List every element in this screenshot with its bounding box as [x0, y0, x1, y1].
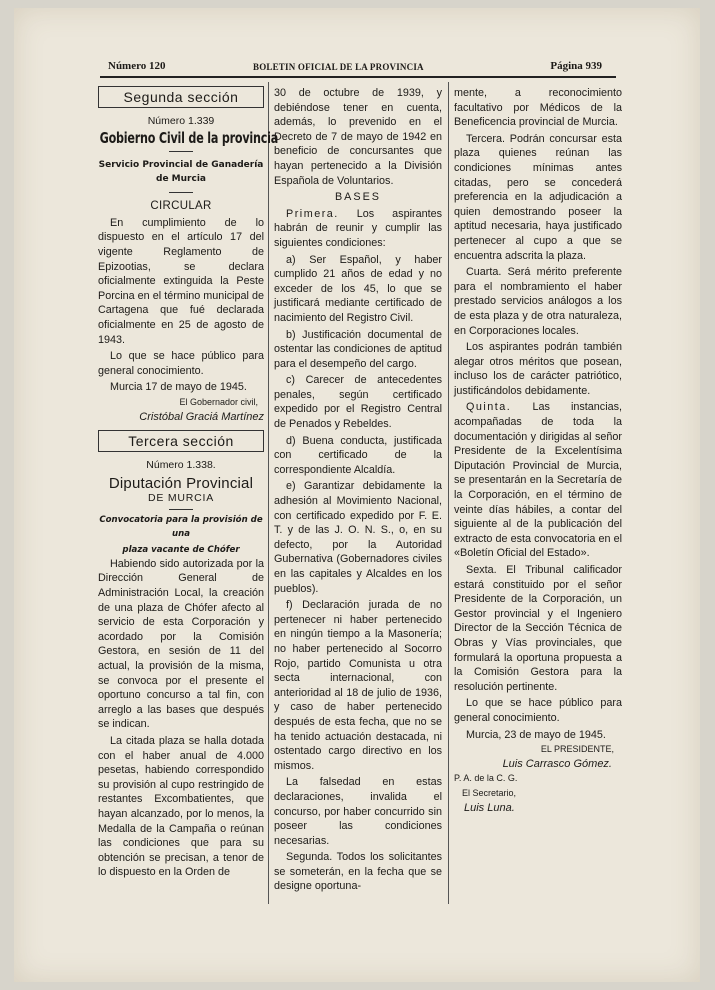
page-number: Página 939: [550, 60, 602, 72]
paragraph: La falsedad en estas declaraciones, invalida el concurso, por haber concurrido sin poseer las condiciones necesarias.: [274, 776, 442, 847]
paragraph: Lo que se hace público para general conocimiento.: [454, 697, 622, 724]
paragraph: En cumplimiento de lo dispuesto en el artículo 17 del vigente Reglamento de Epizootias, se declara oficialmente extinguida la Peste Porcina en el término municipal de Cartagena que fué declarada oficialmente en 25 de agosto de 1943.: [98, 216, 264, 346]
paragraph: f) Declaración jurada de no pertenecer ni haber pertenecido en ningún tiempo a la Masonería; no haber pertenecido al Socorro Rojo, partido Comunista u otra secta internacional, con anterioridad al 18 de julio de 1936, y caso de haber pertenecido después de esta fecha, que no se ha tenido actuación destacada, ni ostentado cargo directivo en los mismos.: [274, 599, 442, 772]
circular-heading: CIRCULAR: [150, 200, 212, 213]
column-divider: [268, 82, 269, 904]
paragraph: mente, a reconocimiento facultativo por Médicos de la Beneficencia provincial de Murcia.: [454, 87, 622, 129]
paragraph: Tercera. Podrán concursar esta plaza quienes reúnan las condiciones mínimas antes citadas, pero se concederá preferencia en la adjudicación a quien demostrando poseer la aptitud necesaria, haya justificado pertenecer al cupo a que se encuentra adscrita la plaza.: [454, 132, 622, 262]
bases-heading: BASES: [334, 191, 381, 204]
signatory-name: Cristóbal Graciá Martínez: [139, 410, 264, 423]
notice-title: Convocatoria para la provisión de una: [99, 514, 263, 539]
publication-title: BOLETIN OFICIAL DE LA PROVINCIA: [253, 62, 424, 72]
paragraph: Habiendo sido autorizada por la Dirección General de Administración Local, la creación de una plaza de Chófer afecto al servicio de esta Corporación y acordado por la Comisión Gestora, en sesión de 11 del actual, la provisión de la misma, se convoca por el presente el oportuno concurso a tal fin, con arreglo a las bases que después se indican.: [98, 557, 264, 731]
service-location: de Murcia: [156, 174, 206, 185]
column-divider: [448, 82, 449, 904]
paragraph: 30 de octubre de 1939, y debiéndose tener en cuenta, además, lo prevenido en el Decreto de 7 de mayo de 1942 en beneficio de concursantes que hayan pertenecido a la División Española de Voluntarios.: [274, 87, 442, 187]
signatory-role: El Secretario,: [462, 787, 517, 798]
signatory-name: Luis Carrasco Gómez.: [502, 757, 612, 770]
signatory-name: Luis Luna.: [464, 801, 515, 814]
clause-label: Quinta.: [466, 401, 512, 414]
clause-label: Segunda.: [286, 851, 333, 864]
divider: [169, 151, 193, 152]
announcement-number: Número 1.338.: [146, 459, 216, 472]
page-header: [108, 60, 602, 74]
date-line: Murcia, 23 de mayo de 1945.: [466, 728, 606, 741]
paragraph: c) Carecer de antecedentes penales, según certificado expedido por el Registro Central de Penados y Rebeldes.: [274, 374, 442, 431]
paragraph: [454, 400, 622, 561]
paragraph: a) Ser Español, y haber cumplido 21 años de edad y no exceder de los 45, lo que se justificará mediante certificado de nacimiento del Registro Civil.: [274, 253, 442, 324]
authority-title: Gobierno Civil de la provincia: [99, 128, 279, 147]
paragraph: Lo que se hace público para general conocimiento.: [98, 350, 264, 377]
section-heading: Segunda sección: [98, 86, 264, 108]
delegation-line: P. A. de la C. G.: [454, 773, 518, 784]
paragraph: Sexta. El Tribunal calificador estará constituido por el señor Presidente de la Corporación, un Gestor provincial y el Ingeniero Director de la Sección Técnica de Obras y Vías provinciales, que formulará la oportuna propuesta a la Comisión Gestora para la resolución pertinente.: [454, 564, 622, 693]
clause-label: Primera.: [286, 207, 339, 220]
divider: [169, 192, 193, 193]
issue-number: Número 120: [108, 60, 166, 72]
notice-title: plaza vacante de Chófer: [122, 544, 240, 555]
signatory-role: El Gobernador civil,: [179, 396, 258, 407]
header-rule: [100, 76, 616, 78]
column-3: [454, 86, 622, 815]
paragraph: Los aspirantes podrán también alegar otros méritos que posean, incluso los de carácter patriótico, justificándolos debidamente.: [454, 341, 622, 397]
signatory-role: EL PRESIDENTE,: [540, 744, 614, 755]
service-name: Servicio Provincial de Ganadería: [98, 160, 264, 171]
paragraph: [274, 850, 442, 894]
column-1: [98, 86, 279, 880]
clause-text: Todos los solicitantes se someterán, en la fecha que se designe oportuna-: [274, 851, 442, 893]
column-2: [274, 86, 442, 894]
paragraph: d) Buena conducta, justificada con certificado de la correspondiente Alcaldía.: [274, 434, 442, 476]
section-heading: Tercera sección: [98, 430, 264, 452]
date-line: Murcia 17 de mayo de 1945.: [110, 381, 247, 394]
paragraph: Cuarta. Será mérito preferente para el nombramiento el haber prestado servicios análogos a los de esta plaza y de otra naturaleza, en Corporaciones locales.: [454, 266, 622, 337]
announcement-number: Número 1.339: [147, 115, 215, 127]
authority-title: Diputación Provincial: [108, 474, 254, 492]
paragraph: [274, 207, 442, 251]
clause-text: Los aspirantes habrán de reunir y cumplir las siguientes condiciones:: [274, 207, 442, 249]
divider: [169, 509, 193, 510]
paragraph: b) Justificación documental de ostentar las condiciones de aptitud para el desempeño del cargo.: [274, 328, 442, 370]
authority-location: DE MURCIA: [147, 492, 215, 505]
paragraph: La citada plaza se halla dotada con el haber anual de 4.000 pesetas, habiendo correspondido su provisión al cupo restringido de restantes Excombatientes, que hayan alcanzado, por lo menos, la Medalla de la Campaña o reúnan las condiciones que para su obtención se precisan, a tenor de lo dispuesto en la Orden de: [98, 735, 264, 879]
clause-text: Las instancias, acompañadas de toda la documentación y dirigidas al señor Presidente de la Excelentísima Diputación Provincial de Murcia, se presentarán en la Secretaría de la Corporación, en el término de veinte días hábiles, a contar del siguiente al de la publicación del extracto de esta convocatoria en el «Boletín Oficial del Estado».: [454, 401, 622, 560]
paragraph: e) Garantizar debidamente la adhesión al Movimiento Nacional, con certificado expedido por F. E. T. y de las J. O. N. S., o, en su defecto, por la Autoridad Gubernativa (Gobernadores civiles en las capitales y Alcaldes en los pueblos).: [274, 480, 442, 595]
